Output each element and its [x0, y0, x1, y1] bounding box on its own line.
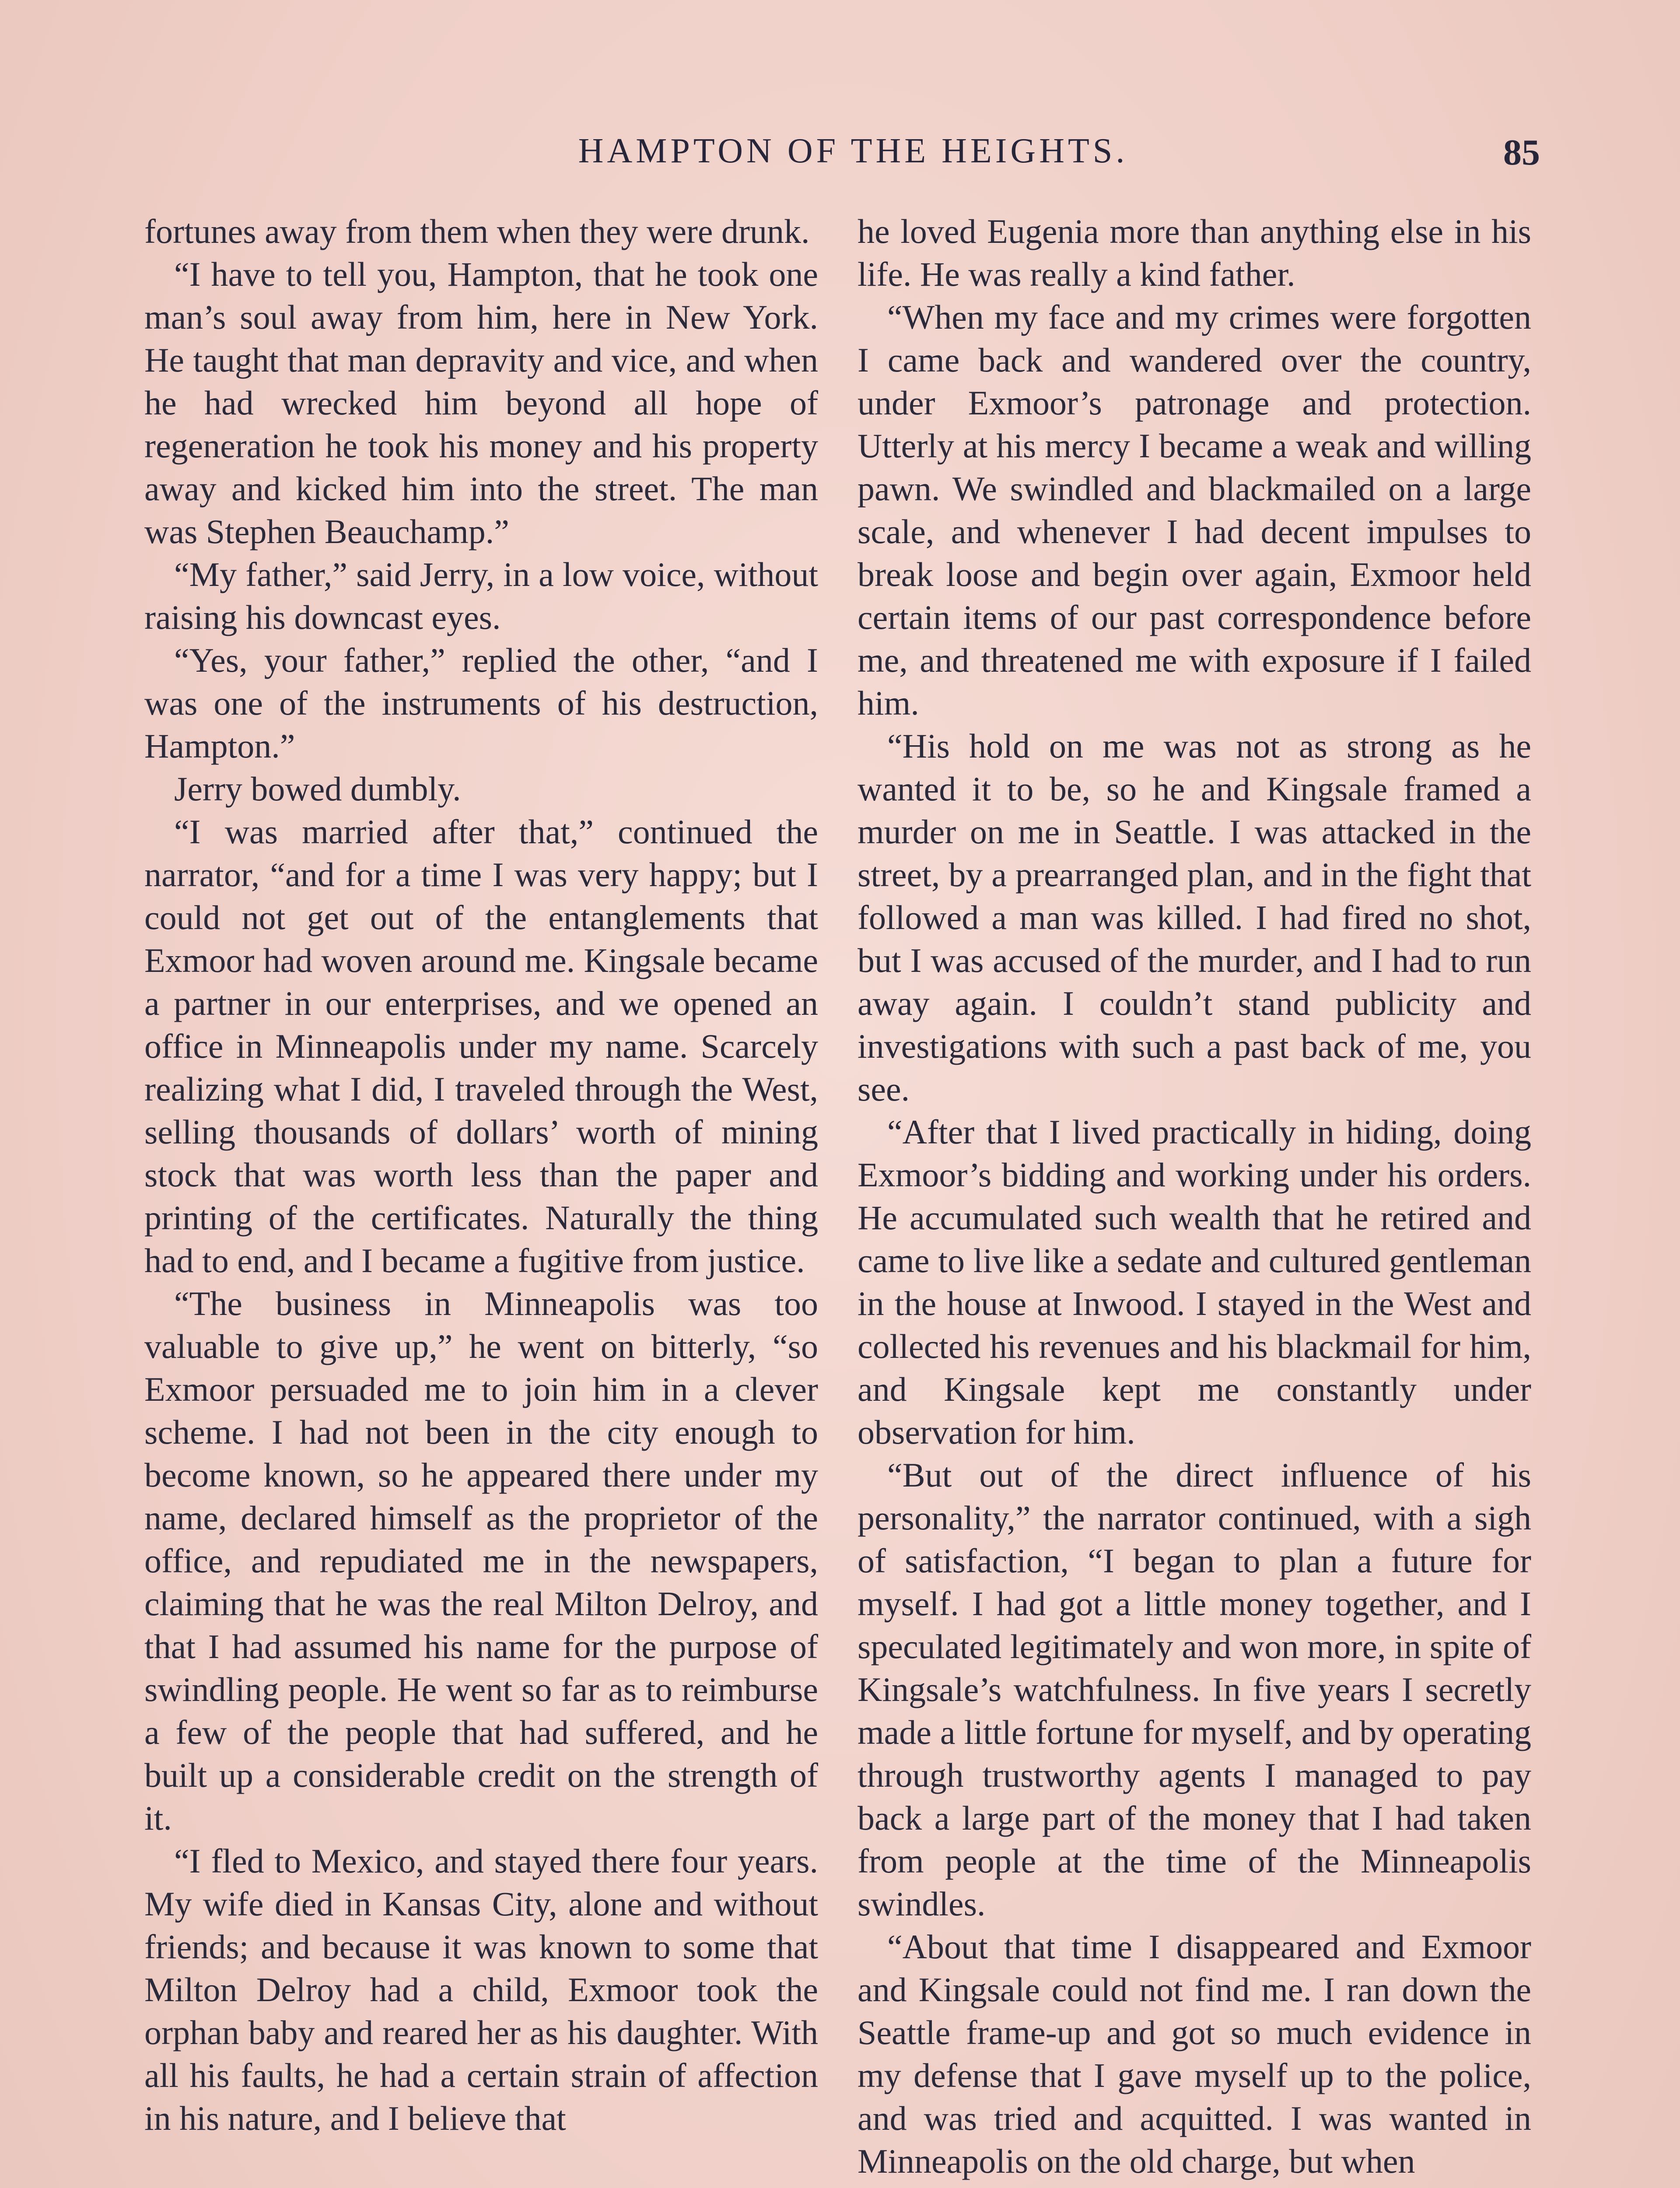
paragraph: “My father,” said Jerry, in a low voice, without raising his downcast eyes. — [144, 555, 818, 636]
paragraph: “About that time I disappeared and Exmoor and Kingsale could not find me. I ran down the Seattle frame-up and got so much evidence in my defense that I gave myself up to the police, and was tried and acquitted. I was wanted in Minneapolis on the old charge, but when — [858, 1928, 1531, 2180]
paragraph: fortunes away from them when they were drunk. — [144, 212, 810, 250]
running-head: HAMPTON OF THE HEIGHTS. — [578, 132, 1128, 170]
paragraph: “The business in Minneapolis was too valuable to give up,” he went on bitterly, “so Exmoor persuaded me to join him in a clever scheme. I had not been in the city enough to become known, so he appeared there under my name, declared himself as the proprietor of the office, and repudiated me in the newspapers, claiming that he was the real Milton Delroy, and that I had assumed his name for the purpose of swindling people. He went so far as to reimburse a few of the people that had suffered, and he built up a considerable credit on the strength of it. — [144, 1284, 818, 1837]
paragraph: he loved Eugenia more than anything else in his life. He was really a kind father. — [858, 212, 1531, 293]
paragraph: Jerry bowed dumbly. — [174, 770, 461, 808]
page-number: 85 — [1503, 132, 1540, 173]
paragraph: “After that I lived practically in hiding, doing Exmoor’s bidding and working under his orders. He accumulated such wealth that he retired and came to live like a sedate and cultured gentleman in the house at Inwood. I stayed in the West and collected his revenues and his blackmail for him, and Kingsale kept me constantly under observation for him. — [858, 1113, 1531, 1451]
paragraph: “When my face and my crimes were forgotten I came back and wandered over the country, under Exmoor’s patronage and protection. Utterly at his mercy I became a weak and willing pawn. We swindled and blackmailed on a large scale, and whenever I had decent impulses to break loose and begin over again, Exmoor held certain items of our past correspondence before me, and threatened me with exposure if I failed him. — [858, 298, 1531, 722]
paragraph: “I have to tell you, Hampton, that he took one man’s soul away from him, here in New York. He taught that man depravity and vice, and when he had wrecked him beyond all hope of regeneration he took his money and his property away and kicked him into the street. The man was Stephen Beauchamp.” — [144, 255, 818, 551]
paragraph: “I fled to Mexico, and stayed there four years. My wife died in Kansas City, alone and without friends; and because it was known to some that Milton Delroy had a child, Exmoor took the orphan baby and reared her as his daughter. With all his faults, he had a certain strain of affection in his nature, and I believe that — [144, 1842, 818, 2137]
paragraph: “Yes, your father,” replied the other, “and I was one of the instruments of his destruction, Hampton.” — [144, 641, 818, 765]
right-column — [858, 210, 1531, 2183]
paragraph: “But out of the direct influence of his personality,” the narrator continued, with a sigh of satisfaction, “I began to plan a future for myself. I had got a little money together, and I speculated legitimately and won more, in spite of Kingsale’s watchfulness. In five years I secretly made a little fortune for myself, and by operating through trustworthy agents I managed to pay back a large part of the money that I had taken from people at the time of the Minneapolis swindles. — [858, 1456, 1531, 1923]
paragraph: “I was married after that,” continued the narrator, “and for a time I was very happy; but I could not get out of the entanglements that Exmoor had woven around me. Kingsale became a partner in our enterprises, and we opened an office in Minneapolis under my name. Scarcely realizing what I did, I traveled through the West, selling thousands of dollars’ worth of mining stock that was worth less than the paper and printing of the certificates. Naturally the thing had to end, and I became a fugitive from justice. — [144, 813, 818, 1280]
left-column — [144, 210, 818, 2140]
paragraph: “His hold on me was not as strong as he wanted it to be, so he and Kingsale framed a murder on me in Seattle. I was attacked in the street, by a prearranged plan, and in the fight that followed a man was killed. I had fired no shot, but I was accused of the murder, and I had to run away again. I couldn’t stand publicity and investigations with such a past back of me, you see. — [858, 727, 1531, 1108]
